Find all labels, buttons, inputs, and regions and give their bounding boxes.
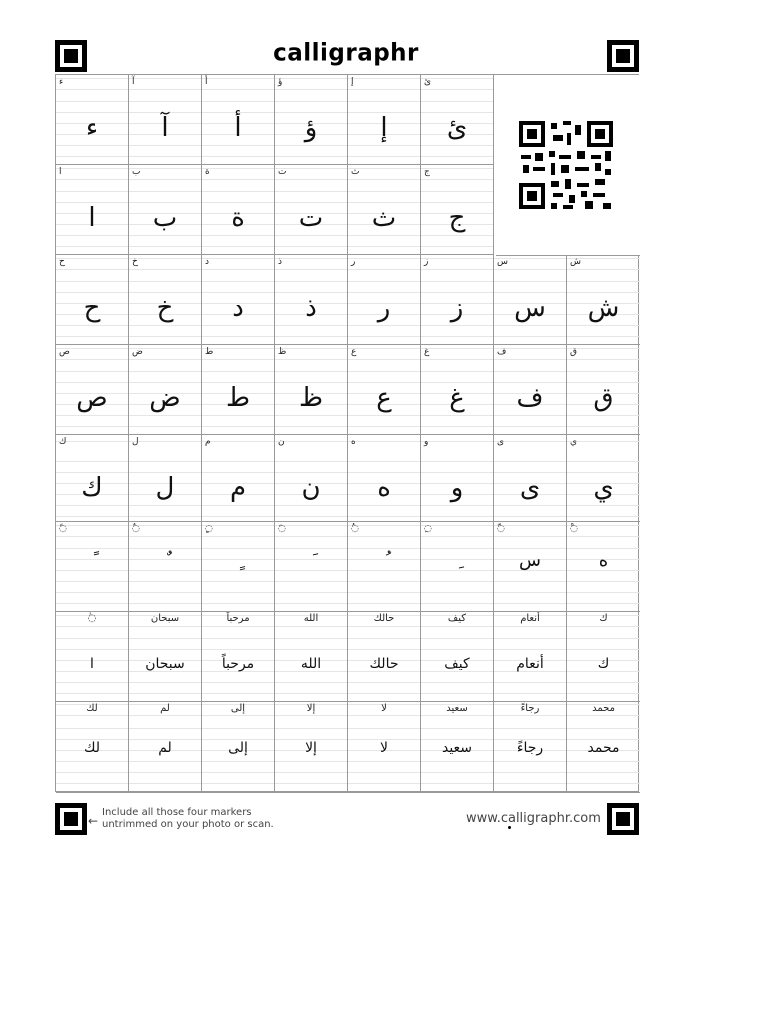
glyph-label: و xyxy=(424,437,429,447)
glyph-label: ل xyxy=(132,437,139,447)
handwritten-glyph: ح xyxy=(83,293,101,323)
glyph-label: إلى xyxy=(230,703,246,714)
grid-row xyxy=(56,435,638,522)
glyph-cell xyxy=(421,255,494,345)
handwritten-glyph: أنعام xyxy=(516,656,544,672)
handwritten-glyph: ل xyxy=(155,473,175,503)
glyph-label: ◌ٍ xyxy=(205,524,213,534)
glyph-label: ن xyxy=(278,437,285,447)
handwritten-glyph xyxy=(129,550,201,571)
glyph-cell xyxy=(421,702,494,793)
glyph-cell xyxy=(421,522,494,612)
handwritten-glyph: و xyxy=(450,473,464,503)
handwritten-glyph: ك xyxy=(597,656,610,672)
glyph-label: أنعام xyxy=(520,613,540,624)
note-line-1: Include all those four markers xyxy=(102,807,252,818)
glyph-label: إ xyxy=(351,77,354,87)
glyph-label: ◌ٌ xyxy=(132,524,140,534)
handwritten-glyph: ث xyxy=(371,203,397,233)
handwritten-glyph xyxy=(202,550,274,571)
note-line-2: untrimmed on your photo or scan. xyxy=(102,819,274,830)
glyph-label: م xyxy=(205,437,211,447)
glyph-label: ي xyxy=(570,437,578,447)
glyph-cell xyxy=(567,612,640,702)
corner-marker-bottom-left xyxy=(55,803,87,835)
glyph-cell xyxy=(348,702,421,793)
handwritten-glyph: ه xyxy=(377,473,391,503)
handwritten-glyph: ص xyxy=(76,383,108,413)
glyph-cell xyxy=(348,435,421,522)
glyph-label: ق xyxy=(570,347,577,357)
glyph-cell xyxy=(421,75,494,165)
handwritten-glyph xyxy=(275,550,347,571)
handwritten-glyph: لم xyxy=(158,740,172,756)
glyph-cell xyxy=(567,345,640,435)
glyph-cell xyxy=(348,165,421,255)
glyph-label: ◌ً xyxy=(59,524,67,534)
glyph-label: ت xyxy=(278,167,287,177)
glyph-cell xyxy=(129,612,202,702)
glyph-cell xyxy=(567,522,640,612)
glyph-cell xyxy=(494,345,567,435)
glyph-cell xyxy=(421,612,494,702)
glyph-cell xyxy=(202,165,275,255)
glyph-cell xyxy=(494,612,567,702)
glyph-label: ش xyxy=(570,257,581,267)
footer-dot xyxy=(508,826,511,829)
qr-code xyxy=(496,75,640,256)
handwritten-glyph: لك xyxy=(83,740,101,756)
glyph-cell xyxy=(275,435,348,522)
glyph-cell xyxy=(56,165,129,255)
glyph-cell xyxy=(275,75,348,165)
handwritten-glyph: ت xyxy=(298,203,324,233)
website-url: www.calligraphr.com xyxy=(466,811,601,826)
glyph-label: لك xyxy=(86,703,98,714)
glyph-cell xyxy=(129,702,202,793)
glyph-label: ز xyxy=(424,257,429,267)
handwritten-glyph: غ xyxy=(449,383,465,413)
handwritten-glyph: س xyxy=(519,550,541,571)
handwritten-glyph: ذ xyxy=(305,293,317,323)
handwritten-glyph: ر xyxy=(377,293,391,323)
glyph-label: ا xyxy=(59,167,62,177)
glyph-cell xyxy=(202,435,275,522)
glyph-cell xyxy=(494,702,567,793)
glyph-label: كيف xyxy=(447,613,467,624)
glyph-label: سبحان xyxy=(150,613,180,624)
glyph-cell xyxy=(129,165,202,255)
glyph-label: ى xyxy=(497,437,505,447)
glyph-cell xyxy=(421,165,494,255)
glyph-label: ◌َ xyxy=(278,524,286,534)
handwritten-glyph: ن xyxy=(301,473,321,503)
glyph-cell xyxy=(202,75,275,165)
corner-marker-top-left xyxy=(55,40,87,72)
glyph-cell xyxy=(202,255,275,345)
handwritten-glyph: حالك xyxy=(369,656,399,672)
handwritten-glyph xyxy=(421,550,493,571)
glyph-label: ء xyxy=(59,77,64,87)
glyph-label: ك xyxy=(599,613,608,624)
handwritten-glyph: محمد xyxy=(587,740,620,756)
handwritten-glyph: ة xyxy=(231,203,245,233)
handwritten-glyph: ط xyxy=(225,383,251,413)
grid-row xyxy=(56,522,638,612)
handwritten-glyph: ى xyxy=(519,473,541,503)
template-grid xyxy=(55,74,639,792)
glyph-label: ك xyxy=(59,437,67,447)
glyph-cell xyxy=(421,435,494,522)
grid-row xyxy=(56,702,638,793)
glyph-cell xyxy=(202,612,275,702)
handwritten-glyph: ي xyxy=(593,473,614,503)
glyph-label: غ xyxy=(424,347,430,357)
glyph-label: آ xyxy=(132,77,135,87)
glyph-cell xyxy=(275,522,348,612)
glyph-label: لا xyxy=(381,703,387,714)
handwritten-glyph: خ xyxy=(156,293,174,323)
grid-row xyxy=(56,612,638,702)
glyph-cell xyxy=(275,165,348,255)
glyph-cell xyxy=(348,612,421,702)
glyph-label: ع xyxy=(351,347,357,357)
glyph-label: ظ xyxy=(278,347,287,357)
glyph-cell xyxy=(494,255,567,345)
glyph-label: أ xyxy=(205,77,208,87)
handwritten-glyph: رجاءً xyxy=(516,740,544,756)
glyph-label: ئ xyxy=(424,77,432,87)
glyph-cell xyxy=(567,255,640,345)
grid-row xyxy=(56,255,638,345)
glyph-label: محمد xyxy=(592,703,615,714)
glyph-cell xyxy=(129,435,202,522)
glyph-cell xyxy=(348,255,421,345)
handwritten-glyph: ب xyxy=(152,203,178,233)
glyph-label: الله xyxy=(303,613,319,624)
glyph-label: ه xyxy=(351,437,356,447)
glyph-cell xyxy=(275,612,348,702)
handwritten-glyph xyxy=(56,550,128,571)
glyph-label: إلا xyxy=(306,703,316,714)
handwritten-glyph xyxy=(348,550,420,571)
handwritten-glyph: لا xyxy=(380,740,388,756)
corner-marker-bottom-right xyxy=(607,803,639,835)
glyph-label: ؤ xyxy=(278,77,283,87)
glyph-cell xyxy=(275,345,348,435)
glyph-label: سعيد xyxy=(446,703,468,714)
glyph-label: ◌ٰ xyxy=(87,613,97,624)
glyph-cell xyxy=(348,75,421,165)
glyph-cell xyxy=(56,522,129,612)
glyph-label: لم xyxy=(160,703,170,714)
handwritten-glyph: م xyxy=(229,473,247,503)
handwritten-glyph: ق xyxy=(593,383,614,413)
glyph-label: ج xyxy=(424,167,430,177)
glyph-label: ة xyxy=(205,167,210,177)
handwritten-glyph: ف xyxy=(516,383,544,413)
glyph-cell xyxy=(129,522,202,612)
handwritten-glyph: آ xyxy=(161,113,169,143)
glyph-label: ◌ِ xyxy=(424,524,432,534)
glyph-cell xyxy=(275,255,348,345)
handwritten-glyph: كيف xyxy=(444,656,470,672)
handwritten-glyph: إلا xyxy=(305,740,317,756)
handwritten-glyph: ج xyxy=(448,203,466,233)
glyph-label: ض xyxy=(132,347,143,357)
glyph-label: ر xyxy=(351,257,356,267)
handwritten-glyph: ش xyxy=(587,293,620,323)
glyph-cell xyxy=(129,345,202,435)
glyph-cell xyxy=(129,75,202,165)
handwritten-glyph: س xyxy=(514,293,546,323)
glyph-cell xyxy=(494,435,567,522)
glyph-cell xyxy=(129,255,202,345)
handwritten-glyph: سبحان xyxy=(145,656,185,672)
glyph-cell xyxy=(567,435,640,522)
handwritten-glyph: مرحباً xyxy=(221,656,255,672)
glyph-cell xyxy=(202,345,275,435)
glyph-cell xyxy=(56,75,129,165)
handwritten-glyph: ا xyxy=(88,203,96,233)
calligraphr-logo: calligraphr xyxy=(273,39,419,67)
handwritten-glyph: ؤ xyxy=(304,113,318,143)
glyph-cell xyxy=(348,345,421,435)
glyph-label: ص xyxy=(59,347,70,357)
arrow-left-icon: ← xyxy=(88,814,99,828)
handwritten-glyph: ز xyxy=(450,293,464,323)
handwritten-glyph: ض xyxy=(149,383,181,413)
glyph-cell xyxy=(202,702,275,793)
glyph-label: ◌ُ xyxy=(351,524,359,534)
handwritten-glyph: ع xyxy=(376,383,392,413)
handwritten-glyph: ك xyxy=(81,473,103,503)
glyph-cell xyxy=(56,435,129,522)
glyph-label: ذ xyxy=(278,257,283,267)
corner-marker-top-right xyxy=(607,40,639,72)
handwritten-glyph: ظ xyxy=(298,383,324,413)
glyph-cell xyxy=(348,522,421,612)
glyph-cell xyxy=(275,702,348,793)
glyph-label: ف xyxy=(497,347,507,357)
handwritten-glyph: أ xyxy=(234,113,242,143)
handwritten-glyph: ه xyxy=(598,550,609,571)
glyph-cell xyxy=(567,702,640,793)
glyph-cell xyxy=(494,522,567,612)
marker-instructions xyxy=(102,807,274,831)
handwritten-glyph: الله xyxy=(300,656,322,672)
glyph-label: ط xyxy=(205,347,214,357)
glyph-cell xyxy=(56,255,129,345)
glyph-cell xyxy=(202,522,275,612)
glyph-cell xyxy=(56,702,129,793)
qr-code-icon xyxy=(519,121,613,209)
glyph-label: س xyxy=(497,257,508,267)
handwritten-glyph: ئ xyxy=(446,113,468,143)
glyph-cell xyxy=(421,345,494,435)
handwritten-glyph: ا xyxy=(90,656,94,672)
glyph-label: ث xyxy=(351,167,360,177)
glyph-label: ◌ّ xyxy=(497,524,505,534)
handwritten-glyph: د xyxy=(232,293,244,323)
glyph-cell xyxy=(56,345,129,435)
glyph-label: خ xyxy=(132,257,138,267)
glyph-label: حالك xyxy=(373,613,395,624)
handwritten-glyph: إ xyxy=(380,113,388,143)
glyph-label: ح xyxy=(59,257,65,267)
grid-row xyxy=(56,345,638,435)
glyph-cell xyxy=(56,612,129,702)
glyph-label: د xyxy=(205,257,210,267)
glyph-label: ب xyxy=(132,167,141,177)
glyph-label: مرحباً xyxy=(226,613,250,624)
glyph-label: رجاءً xyxy=(520,703,540,714)
handwritten-glyph: إلى xyxy=(228,740,248,756)
handwritten-glyph: سعيد xyxy=(441,740,473,756)
handwritten-glyph: ء xyxy=(85,113,99,143)
glyph-label: ◌ْ xyxy=(570,524,578,534)
